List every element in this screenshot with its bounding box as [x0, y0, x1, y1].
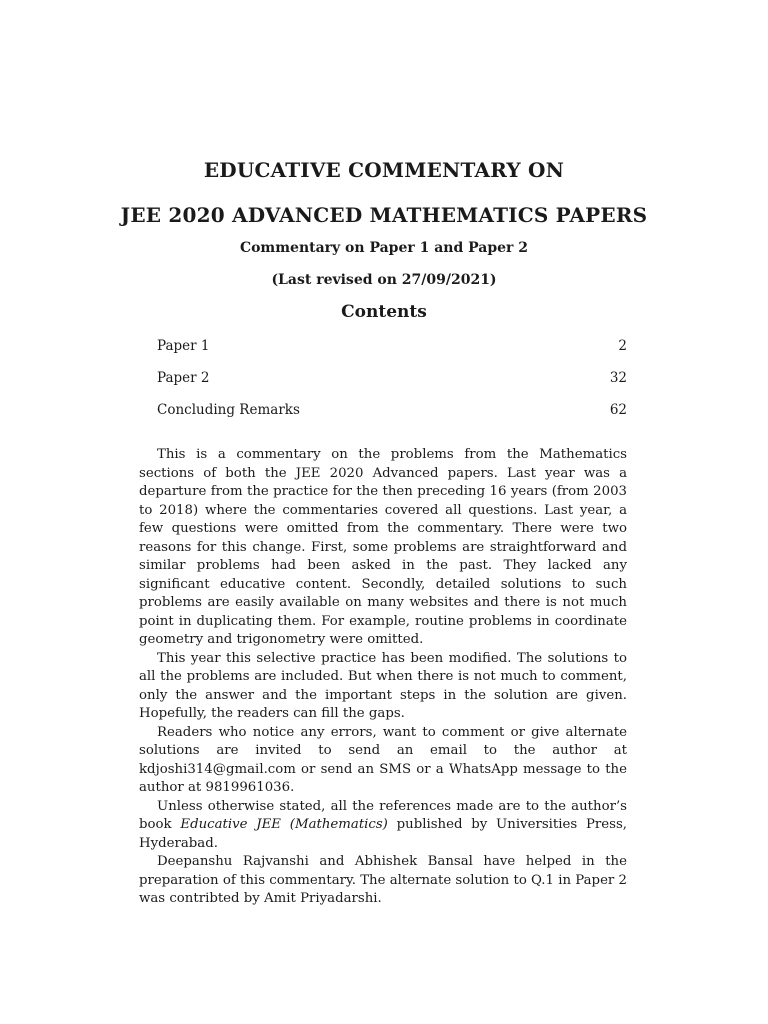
toc-entry-label: Paper 2: [157, 370, 210, 386]
toc-entry[interactable]: [157, 369, 627, 401]
paragraph: This is a commentary on the problems from the Mathematics sections of both the JEE 2020 Advanced papers. Last year was a departure from the practice for the then preceding 16 years (from 2003 to 2018) where the commentaries covered all questions. Last year, a few questions were omitted from the commentary. There were two reasons for this change. First, some problems are straightforward and similar problems had been asked in the past. They lacked any significant educative content. Secondly, detailed solutions to such problems are easily available on many websites and there is not much point in duplicating them. For example, routine problems in coordinate geometry and trigonometry were omitted.: [139, 447, 627, 647]
revision-date: (Last revised on 27/09/2021): [271, 272, 497, 288]
toc-entry-page: 2: [618, 338, 627, 354]
toc-entry[interactable]: [157, 337, 627, 369]
document-title-line1: EDUCATIVE COMMENTARY ON: [203, 158, 565, 182]
document-title-line2: JEE 2020 ADVANCED MATHEMATICS PAPERS: [120, 203, 648, 227]
paragraph: Deepanshu Rajvanshi and Abhishek Bansal have helped in the preparation of this commentary. The alternate solution to Q.1 in Paper 2 was contribted by Amit Priyadarshi.: [139, 854, 627, 906]
paragraph: [139, 798, 627, 854]
toc-entry-page: 62: [609, 402, 627, 418]
contents-heading: Contents: [341, 302, 427, 322]
paragraph: This year this selective practice has been modified. The solutions to all the problems are included. But when there is not much to comment, only the answer and the important steps in the solution are given. Hopefully, the readers can fill the gaps.: [139, 650, 627, 721]
book-title: Educative JEE (Mathematics): [180, 817, 388, 832]
toc-entry[interactable]: [157, 401, 627, 433]
introduction-text: [139, 446, 627, 909]
paragraph-text: Unless otherwise stated, all the references made are to the author’s book: [139, 798, 627, 832]
toc-entry-label: Paper 1: [157, 338, 210, 354]
paragraph: Readers who notice any errors, want to comment or give alternate solutions are invited to send an email to the author at kdjoshi314@gmail.com or send an SMS or a WhatsApp message to the author at 9819961036.: [139, 724, 627, 795]
table-of-contents: [157, 337, 627, 433]
document-subtitle: Commentary on Paper 1 and Paper 2: [239, 240, 529, 256]
paragraph-text: published by Universities Press, Hyderabad.: [139, 817, 627, 851]
toc-entry-page: 32: [609, 370, 627, 386]
toc-entry-label: Concluding Remarks: [157, 402, 300, 418]
